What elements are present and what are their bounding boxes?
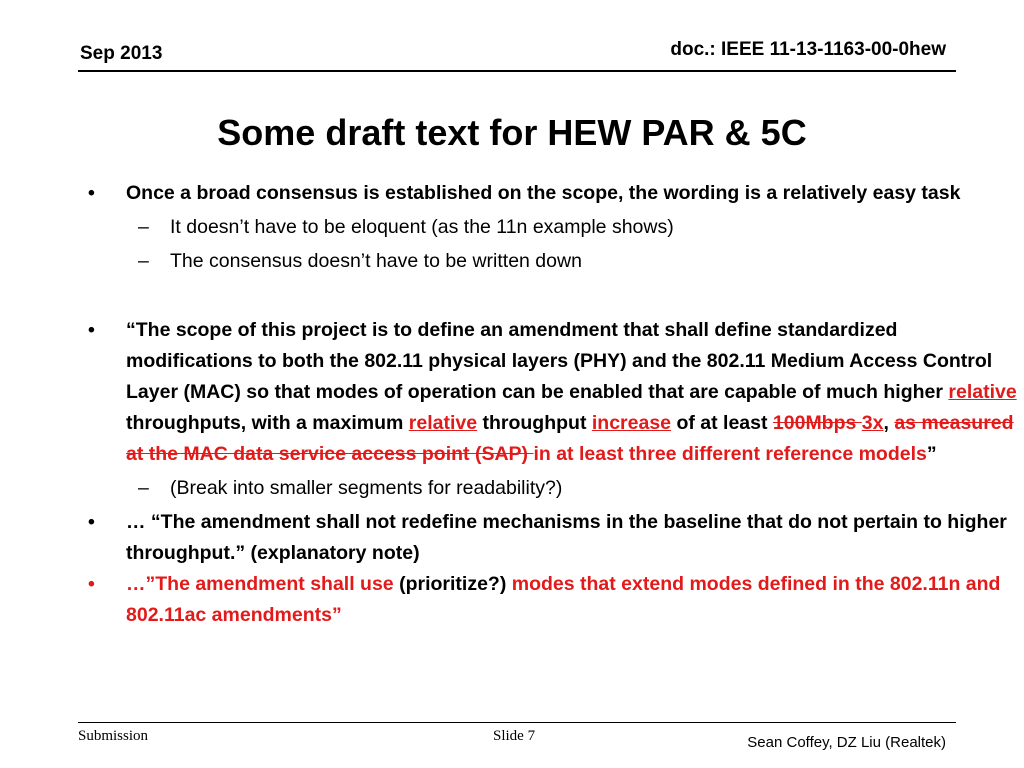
bullet-amendment-modes — [88, 569, 1020, 631]
bullet-explanatory-note — [88, 507, 1020, 569]
bullet-text: … “The amendment shall not redefine mechanisms in the baseline that do not pertain to higher throughput.” (explanatory note) — [126, 511, 1007, 564]
sub-bullet-text: (Break into smaller segments for readability?) — [170, 477, 563, 499]
sub-bullet-readability — [88, 473, 1020, 504]
sub-bullet-eloquent — [88, 212, 1020, 243]
scope-text-part: ” — [926, 443, 937, 465]
sub-dash: – — [138, 250, 149, 272]
bullet-dot: • — [88, 182, 95, 204]
scope-text — [126, 319, 1017, 465]
footer-author: Sean Coffey, DZ Liu (Realtek) — [747, 734, 946, 751]
insertion-reference-models: in at least three different reference models — [533, 443, 927, 465]
bullet-consensus — [88, 178, 1020, 209]
insertion-relative: relative — [408, 412, 478, 434]
header-doc-id: doc.: IEEE 11-13-1163-00-0hew — [670, 39, 946, 60]
bullet-text: Once a broad consensus is established on the scope, the wording is a relatively easy task — [126, 182, 961, 204]
deletion-sap: as measured at the MAC data service access point (SAP) — [126, 412, 1014, 465]
bullet-scope-text — [88, 315, 1020, 470]
scope-text-part: , — [883, 412, 895, 434]
sub-bullet-text: It doesn’t have to be eloquent (as the 11n example shows) — [170, 216, 674, 238]
sub-bullet-written-down — [88, 246, 1020, 277]
footer-divider — [78, 722, 956, 723]
amendment-prioritize: (prioritize?) — [399, 573, 507, 595]
slide-title: Some draft text for HEW PAR & 5C — [217, 112, 807, 153]
bullet-dot: • — [88, 319, 95, 341]
amendment-text-part: modes that extend modes defined in the 802.11n and 802.11ac amendments” — [126, 573, 1001, 626]
bullet-dot: • — [88, 573, 95, 595]
amendment-modes-text — [126, 573, 1000, 626]
sub-dash: – — [138, 216, 149, 238]
deletion-100mbps: 100Mbps — [772, 412, 862, 434]
scope-text-part: of at least — [671, 412, 773, 434]
insertion-relative: relative — [948, 381, 1017, 403]
insertion-3x: 3x — [861, 412, 884, 434]
scope-text-part: throughputs, with a maximum — [126, 412, 409, 434]
insertion-increase: increase — [591, 412, 672, 434]
footer-submission: Submission — [78, 728, 149, 744]
footer-slide-number: Slide 7 — [493, 728, 536, 744]
bullet-dot: • — [88, 511, 95, 533]
scope-text-part: “The scope of this project is to define an amendment that shall define standardized modifications to both the 802.11 physical layers (PHY) and the 802.11 Medium Access Control Layer (MAC) so that modes of operation can be enabled that are capable of much higher — [126, 319, 993, 403]
header-divider — [78, 70, 956, 72]
sub-dash: – — [138, 477, 149, 499]
scope-text-part: throughput — [477, 412, 592, 434]
header-date: Sep 2013 — [80, 43, 163, 64]
sub-bullet-text: The consensus doesn’t have to be written down — [170, 250, 582, 272]
amendment-text-part: …”The amendment shall use — [126, 573, 400, 595]
slide-body — [88, 178, 1020, 631]
